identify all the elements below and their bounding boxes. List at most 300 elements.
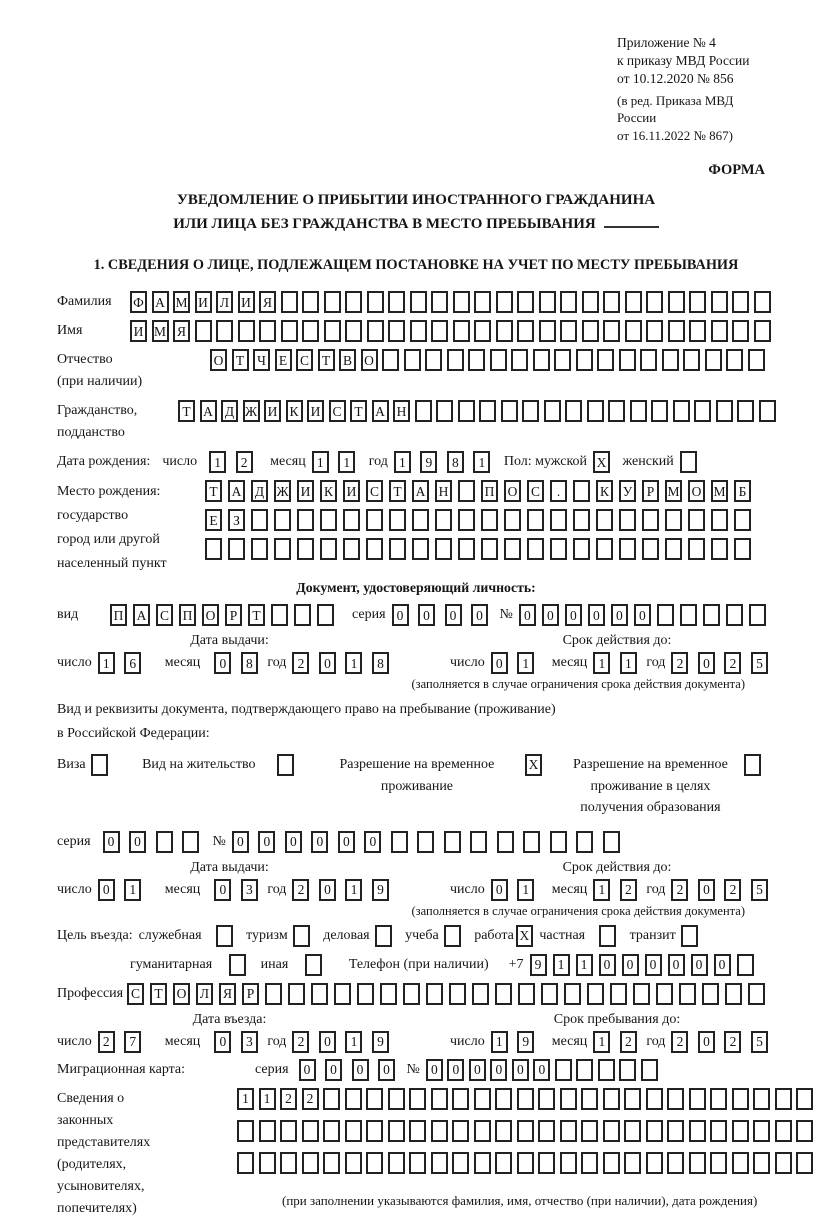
char-box[interactable]: Т [205,480,222,502]
char-box[interactable]: 0 [588,604,605,626]
char-box[interactable] [495,1152,512,1174]
char-box[interactable]: Д [221,400,238,422]
char-box[interactable] [646,1120,663,1142]
char-box[interactable]: 9 [372,879,389,901]
char-box[interactable] [619,509,636,531]
char-box[interactable] [665,509,682,531]
char-box[interactable] [726,349,743,371]
char-box[interactable] [633,983,650,1005]
char-box[interactable] [732,1120,749,1142]
char-box[interactable] [710,1088,727,1110]
char-box[interactable] [667,1088,684,1110]
char-box[interactable] [689,291,706,313]
char-box[interactable] [228,538,245,560]
char-box[interactable] [417,831,434,853]
char-box[interactable] [582,320,599,342]
char-box[interactable] [495,983,512,1005]
char-box[interactable]: 0 [565,604,582,626]
char-box[interactable] [550,831,567,853]
char-box[interactable] [504,538,521,560]
char-box[interactable]: 2 [620,1031,637,1053]
char-box[interactable] [410,291,427,313]
char-box[interactable] [688,538,705,560]
char-box[interactable] [711,291,728,313]
char-box[interactable] [603,1088,620,1110]
char-box[interactable]: А [228,480,245,502]
visa-checkbox[interactable] [91,754,108,776]
char-box[interactable]: 2 [620,879,637,901]
char-box[interactable]: 0 [447,1059,464,1081]
male-checkbox[interactable]: X [593,451,610,473]
char-box[interactable]: 0 [533,1059,550,1081]
char-box[interactable] [409,1088,426,1110]
char-box[interactable] [367,291,384,313]
char-box[interactable] [710,1152,727,1174]
char-box[interactable] [576,1059,593,1081]
char-box[interactable]: 0 [691,954,708,976]
char-box[interactable] [587,400,604,422]
char-box[interactable] [668,320,685,342]
char-box[interactable] [412,509,429,531]
char-box[interactable]: 0 [392,604,409,626]
char-box[interactable] [596,509,613,531]
char-box[interactable] [388,1088,405,1110]
char-box[interactable]: Я [173,320,190,342]
char-box[interactable]: К [596,480,613,502]
char-box[interactable] [734,538,751,560]
char-box[interactable] [646,1152,663,1174]
char-box[interactable]: Ф [130,291,147,313]
char-box[interactable] [748,349,765,371]
char-box[interactable]: Т [389,480,406,502]
char-box[interactable] [619,349,636,371]
char-box[interactable] [320,538,337,560]
char-box[interactable] [522,400,539,422]
char-box[interactable] [642,509,659,531]
char-box[interactable]: 0 [103,831,120,853]
char-box[interactable] [732,1088,749,1110]
char-box[interactable] [280,1120,297,1142]
char-box[interactable]: И [195,291,212,313]
char-box[interactable]: Т [232,349,249,371]
char-box[interactable] [452,1152,469,1174]
char-box[interactable]: 0 [698,879,715,901]
char-box[interactable]: 9 [530,954,547,976]
char-box[interactable]: Д [251,480,268,502]
char-box[interactable] [702,983,719,1005]
char-box[interactable]: 0 [129,831,146,853]
char-box[interactable] [732,1152,749,1174]
char-box[interactable] [527,509,544,531]
char-box[interactable]: 2 [280,1088,297,1110]
char-box[interactable] [560,320,577,342]
char-box[interactable] [689,320,706,342]
char-box[interactable]: 0 [325,1059,342,1081]
char-box[interactable] [598,1059,615,1081]
char-box[interactable]: 0 [258,831,275,853]
char-box[interactable] [796,1088,813,1110]
char-box[interactable] [481,538,498,560]
char-box[interactable]: 0 [698,652,715,674]
char-box[interactable] [688,509,705,531]
char-box[interactable] [345,1088,362,1110]
char-box[interactable]: . [550,480,567,502]
char-box[interactable] [726,604,743,626]
char-box[interactable]: И [307,400,324,422]
char-box[interactable]: Ч [253,349,270,371]
char-box[interactable]: 0 [490,1059,507,1081]
char-box[interactable] [490,349,507,371]
char-box[interactable] [533,349,550,371]
char-box[interactable] [560,291,577,313]
char-box[interactable]: О [173,983,190,1005]
char-box[interactable] [470,831,487,853]
char-box[interactable]: И [297,480,314,502]
char-box[interactable]: 1 [124,879,141,901]
char-box[interactable]: 2 [724,652,741,674]
char-box[interactable] [281,291,298,313]
char-box[interactable] [796,1152,813,1174]
char-box[interactable] [453,291,470,313]
char-box[interactable] [753,1152,770,1174]
char-box[interactable] [324,291,341,313]
char-box[interactable] [251,509,268,531]
char-box[interactable]: Р [642,480,659,502]
char-box[interactable] [497,831,514,853]
char-box[interactable] [323,1120,340,1142]
char-box[interactable]: Р [225,604,242,626]
char-box[interactable] [716,400,733,422]
char-box[interactable] [711,509,728,531]
char-box[interactable] [625,320,642,342]
char-box[interactable] [449,983,466,1005]
char-box[interactable]: 0 [214,652,231,674]
char-box[interactable] [640,349,657,371]
char-box[interactable]: 2 [292,1031,309,1053]
char-box[interactable]: Ж [274,480,291,502]
char-box[interactable] [754,320,771,342]
char-box[interactable]: М [665,480,682,502]
char-box[interactable]: 0 [426,1059,443,1081]
char-box[interactable] [444,831,461,853]
char-box[interactable] [759,400,776,422]
char-box[interactable] [435,509,452,531]
char-box[interactable] [156,831,173,853]
char-box[interactable]: П [110,604,127,626]
char-box[interactable]: 1 [345,1031,362,1053]
char-box[interactable] [523,831,540,853]
char-box[interactable] [294,604,311,626]
char-box[interactable] [425,349,442,371]
char-box[interactable] [458,538,475,560]
char-box[interactable]: А [152,291,169,313]
char-box[interactable]: Ж [243,400,260,422]
char-box[interactable] [565,400,582,422]
char-box[interactable]: 1 [593,1031,610,1053]
char-box[interactable]: Е [205,509,222,531]
char-box[interactable] [458,509,475,531]
char-box[interactable] [297,538,314,560]
purpose-transit-checkbox[interactable] [681,925,698,947]
char-box[interactable] [388,1120,405,1142]
char-box[interactable]: Р [242,983,259,1005]
char-box[interactable]: С [296,349,313,371]
char-box[interactable] [641,1059,658,1081]
char-box[interactable] [673,400,690,422]
char-box[interactable] [796,1120,813,1142]
char-box[interactable]: С [127,983,144,1005]
char-box[interactable] [474,1120,491,1142]
char-box[interactable] [711,320,728,342]
char-box[interactable]: М [152,320,169,342]
char-box[interactable] [560,1120,577,1142]
char-box[interactable] [748,983,765,1005]
char-box[interactable] [619,1059,636,1081]
char-box[interactable] [646,320,663,342]
char-box[interactable] [587,983,604,1005]
char-box[interactable] [472,983,489,1005]
char-box[interactable]: 0 [622,954,639,976]
char-box[interactable]: 3 [241,879,258,901]
char-box[interactable] [366,509,383,531]
char-box[interactable] [656,983,673,1005]
char-box[interactable]: 0 [714,954,731,976]
char-box[interactable]: Б [734,480,751,502]
char-box[interactable]: 0 [469,1059,486,1081]
char-box[interactable]: А [412,480,429,502]
char-box[interactable] [474,291,491,313]
char-box[interactable] [297,509,314,531]
char-box[interactable] [431,1120,448,1142]
char-box[interactable] [597,349,614,371]
char-box[interactable]: 1 [237,1088,254,1110]
char-box[interactable]: 1 [593,652,610,674]
char-box[interactable]: М [173,291,190,313]
char-box[interactable] [447,349,464,371]
char-box[interactable]: И [238,291,255,313]
char-box[interactable] [251,538,268,560]
char-box[interactable] [732,291,749,313]
char-box[interactable] [711,538,728,560]
char-box[interactable]: 8 [372,652,389,674]
char-box[interactable] [302,291,319,313]
char-box[interactable] [694,400,711,422]
char-box[interactable] [302,1120,319,1142]
char-box[interactable]: 2 [724,879,741,901]
char-box[interactable]: Н [393,400,410,422]
char-box[interactable] [474,320,491,342]
char-box[interactable]: 0 [378,1059,395,1081]
char-box[interactable] [703,604,720,626]
char-box[interactable] [436,400,453,422]
char-box[interactable] [495,1120,512,1142]
char-box[interactable] [775,1152,792,1174]
char-box[interactable] [302,1152,319,1174]
char-box[interactable]: 0 [645,954,662,976]
char-box[interactable] [504,509,521,531]
char-box[interactable] [238,320,255,342]
char-box[interactable]: 0 [98,879,115,901]
char-box[interactable]: 0 [542,604,559,626]
char-box[interactable] [195,320,212,342]
char-box[interactable] [705,349,722,371]
char-box[interactable] [725,983,742,1005]
char-box[interactable]: С [156,604,173,626]
char-box[interactable]: 8 [447,451,464,473]
char-box[interactable] [642,538,659,560]
char-box[interactable]: Е [275,349,292,371]
char-box[interactable]: 0 [319,652,336,674]
char-box[interactable] [555,1059,572,1081]
char-box[interactable] [550,509,567,531]
char-box[interactable]: 2 [292,879,309,901]
char-box[interactable] [564,983,581,1005]
char-box[interactable] [311,983,328,1005]
char-box[interactable] [518,983,535,1005]
char-box[interactable] [753,1120,770,1142]
purpose-official-checkbox[interactable] [216,925,233,947]
char-box[interactable] [541,983,558,1005]
char-box[interactable] [265,983,282,1005]
char-box[interactable]: О [361,349,378,371]
char-box[interactable] [458,480,475,502]
char-box[interactable] [259,1152,276,1174]
char-box[interactable] [665,538,682,560]
char-box[interactable] [603,320,620,342]
char-box[interactable]: О [210,349,227,371]
purpose-work-checkbox[interactable]: X [516,925,533,947]
char-box[interactable] [576,349,593,371]
char-box[interactable] [481,509,498,531]
char-box[interactable]: 0 [311,831,328,853]
char-box[interactable] [651,400,668,422]
char-box[interactable] [343,509,360,531]
purpose-business-checkbox[interactable] [375,925,392,947]
char-box[interactable] [334,983,351,1005]
char-box[interactable]: 2 [671,879,688,901]
char-box[interactable] [624,1120,641,1142]
char-box[interactable] [404,349,421,371]
char-box[interactable] [426,983,443,1005]
char-box[interactable] [388,1152,405,1174]
char-box[interactable] [452,1088,469,1110]
char-box[interactable]: П [481,480,498,502]
char-box[interactable]: У [619,480,636,502]
purpose-humanitarian-checkbox[interactable] [229,954,246,976]
char-box[interactable] [388,291,405,313]
char-box[interactable] [573,480,590,502]
char-box[interactable] [576,831,593,853]
char-box[interactable] [474,1088,491,1110]
char-box[interactable] [409,1152,426,1174]
char-box[interactable]: 9 [517,1031,534,1053]
char-box[interactable]: 1 [620,652,637,674]
char-box[interactable] [624,1152,641,1174]
char-box[interactable]: 1 [576,954,593,976]
char-box[interactable]: 1 [553,954,570,976]
char-box[interactable]: 0 [519,604,536,626]
char-box[interactable] [560,1152,577,1174]
char-box[interactable] [271,604,288,626]
char-box[interactable] [610,983,627,1005]
char-box[interactable]: 0 [319,879,336,901]
char-box[interactable] [410,320,427,342]
char-box[interactable] [538,1152,555,1174]
char-box[interactable] [453,320,470,342]
char-box[interactable]: Я [259,291,276,313]
char-box[interactable] [603,831,620,853]
char-box[interactable] [391,831,408,853]
char-box[interactable]: 0 [232,831,249,853]
char-box[interactable] [646,1088,663,1110]
char-box[interactable] [754,291,771,313]
char-box[interactable] [345,1152,362,1174]
char-box[interactable]: 0 [214,879,231,901]
char-box[interactable] [581,1120,598,1142]
char-box[interactable] [259,320,276,342]
char-box[interactable] [679,983,696,1005]
char-box[interactable]: П [179,604,196,626]
char-box[interactable]: 0 [491,652,508,674]
char-box[interactable]: 2 [302,1088,319,1110]
char-box[interactable] [517,291,534,313]
char-box[interactable]: С [366,480,383,502]
char-box[interactable]: 9 [420,451,437,473]
char-box[interactable]: 0 [698,1031,715,1053]
char-box[interactable] [710,1120,727,1142]
char-box[interactable] [582,291,599,313]
char-box[interactable] [554,349,571,371]
char-box[interactable] [732,320,749,342]
char-box[interactable]: 0 [319,1031,336,1053]
char-box[interactable]: З [228,509,245,531]
char-box[interactable] [345,320,362,342]
char-box[interactable]: 2 [236,451,253,473]
char-box[interactable] [517,320,534,342]
char-box[interactable]: 1 [312,451,329,473]
char-box[interactable]: Я [219,983,236,1005]
char-box[interactable] [274,538,291,560]
char-box[interactable]: 1 [517,652,534,674]
temp-residence-checkbox[interactable]: X [525,754,542,776]
char-box[interactable] [366,538,383,560]
char-box[interactable] [317,604,334,626]
char-box[interactable]: 7 [124,1031,141,1053]
char-box[interactable] [345,291,362,313]
char-box[interactable] [581,1088,598,1110]
char-box[interactable] [657,604,674,626]
char-box[interactable]: Л [216,291,233,313]
char-box[interactable]: 0 [471,604,488,626]
char-box[interactable]: 1 [394,451,411,473]
char-box[interactable]: 1 [98,652,115,674]
char-box[interactable] [603,1152,620,1174]
char-box[interactable]: А [133,604,150,626]
char-box[interactable] [603,291,620,313]
char-box[interactable]: 1 [491,1031,508,1053]
char-box[interactable] [412,538,429,560]
char-box[interactable] [573,509,590,531]
char-box[interactable] [409,1120,426,1142]
char-box[interactable] [668,291,685,313]
char-box[interactable]: 3 [241,1031,258,1053]
char-box[interactable] [608,400,625,422]
char-box[interactable] [216,320,233,342]
char-box[interactable]: 0 [364,831,381,853]
char-box[interactable]: А [200,400,217,422]
char-box[interactable]: 0 [352,1059,369,1081]
char-box[interactable] [388,320,405,342]
